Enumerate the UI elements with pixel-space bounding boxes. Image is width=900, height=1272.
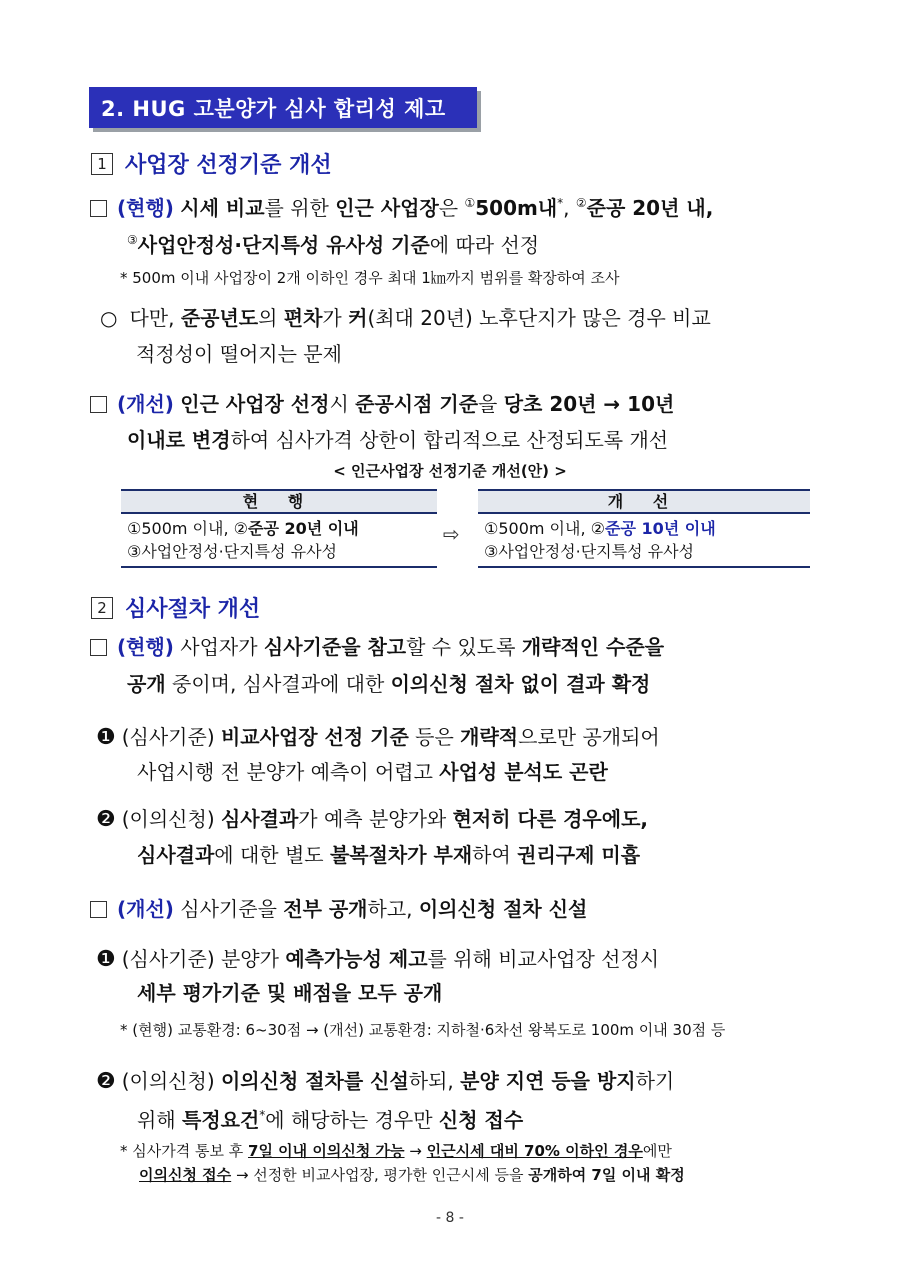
s1-sub-line1: ○ 다만, 준공년도의 편차가 커(최대 20년) 노후단지가 많은 경우 비교 bbox=[100, 306, 711, 330]
s1-current-note: * 500m 이내 사업장이 2개 이하인 경우 최대 1㎞까지 범위를 확장하여 조사 bbox=[120, 269, 620, 287]
checkbox-square-icon bbox=[90, 396, 107, 413]
checkbox-square-icon bbox=[90, 901, 107, 918]
s2-improve-1-note: * (현행) 교통환경: 6~30점 → (개선) 교통환경: 지하철·6차선 왕복도로 100m 이내 30점 등 bbox=[120, 1021, 726, 1039]
page-title: 2. HUG 고분양가 심사 합리성 제고 bbox=[89, 87, 477, 128]
s2-improve-1-line1: ❶ (심사기준) 분양가 예측가능성 제고를 위해 비교사업장 선정시 bbox=[96, 947, 660, 972]
s1-current-line1: (현행) 시세 비교를 위한 인근 사업장은 ①500m내*, ②준공 20년 내, bbox=[90, 188, 713, 223]
s1-improve-line2: 이내로 변경하여 심사가격 상한이 합리적으로 산정되도록 개선 bbox=[127, 428, 669, 452]
s2-current-line1: (현행) 사업자가 심사기준을 참고할 수 있도록 개략적인 수준을 bbox=[90, 632, 664, 662]
section-1-heading bbox=[91, 148, 332, 179]
circle-bullet-icon: ○ bbox=[100, 306, 118, 330]
table-improved bbox=[478, 489, 810, 568]
s2-improve-2-note-line1: * 심사가격 통보 후 7일 이내 이의신청 가능 → 인근시세 대비 70% 이하인 경우에만 bbox=[120, 1142, 672, 1160]
table-improved-body: ①500m 이내, ②준공 10년 이내 ③사업안정성·단지특성 유사성 bbox=[478, 514, 810, 568]
s1-improve-line1: (개선) 인근 사업장 선정시 준공시점 기준을 당초 20년 → 10년 bbox=[90, 389, 674, 419]
s1-current-line2: ③사업안정성·단지특성 유사성 기준에 따라 선정 bbox=[127, 233, 540, 257]
checkbox-square-icon bbox=[90, 200, 107, 217]
s2-current-line2: 공개 중이며, 심사결과에 대한 이의신청 절차 없이 결과 확정 bbox=[127, 672, 651, 696]
s2-improve-2-line1: ❷ (이의신청) 이의신청 절차를 신설하되, 분양 지연 등을 방지하기 bbox=[96, 1069, 675, 1094]
s2-problem-1-line2: 사업시행 전 분양가 예측이 어렵고 사업성 분석도 곤란 bbox=[137, 760, 608, 784]
s2-improve-1-line2: 세부 평가기준 및 배점을 모두 공개 bbox=[137, 981, 443, 1005]
section-2-heading bbox=[91, 592, 260, 623]
table-current-body: ①500m 이내, ②준공 20년 이내 ③사업안정성·단지특성 유사성 bbox=[121, 514, 437, 568]
section-2-title: 심사절차 개선 bbox=[125, 597, 261, 622]
table-caption: < 인근사업장 선정기준 개선(안) > bbox=[333, 462, 567, 480]
number-2-icon: ❷ bbox=[96, 807, 116, 832]
section-2-number: 2 bbox=[91, 597, 113, 619]
s2-improve-2-line2: 위해 특정요건*에 해당하는 경우만 신청 접수 bbox=[137, 1108, 524, 1132]
s2-improve-line: (개선) 심사기준을 전부 공개하고, 이의신청 절차 신설 bbox=[90, 894, 587, 924]
right-arrow-icon: ⇨ bbox=[443, 522, 460, 546]
table-current-header: 현 행 bbox=[121, 489, 437, 514]
number-2-icon: ❷ bbox=[96, 1069, 116, 1094]
s2-improve-2-note-line2: 이의신청 접수 → 선정한 비교사업장, 평가한 인근시세 등을 공개하여 7일 이내 확정 bbox=[139, 1166, 685, 1184]
s1-sub-line2: 적정성이 떨어지는 문제 bbox=[136, 342, 342, 366]
s2-problem-1-line1: ❶ (심사기준) 비교사업장 선정 기준 등은 개략적으로만 공개되어 bbox=[96, 725, 660, 750]
number-1-icon: ❶ bbox=[96, 947, 116, 972]
checkbox-square-icon bbox=[90, 639, 107, 656]
page-number: - 8 - bbox=[436, 1210, 464, 1226]
s2-problem-2-line2: 심사결과에 대한 별도 불복절차가 부재하여 권리구제 미흡 bbox=[137, 843, 641, 867]
section-1-number: 1 bbox=[91, 153, 113, 175]
table-current bbox=[121, 489, 437, 568]
number-1-icon: ❶ bbox=[96, 725, 116, 750]
s2-problem-2-line1: ❷ (이의신청) 심사결과가 예측 분양가와 현저히 다른 경우에도, bbox=[96, 807, 648, 832]
section-1-title: 사업장 선정기준 개선 bbox=[125, 153, 332, 178]
table-improved-header: 개 선 bbox=[478, 489, 810, 514]
